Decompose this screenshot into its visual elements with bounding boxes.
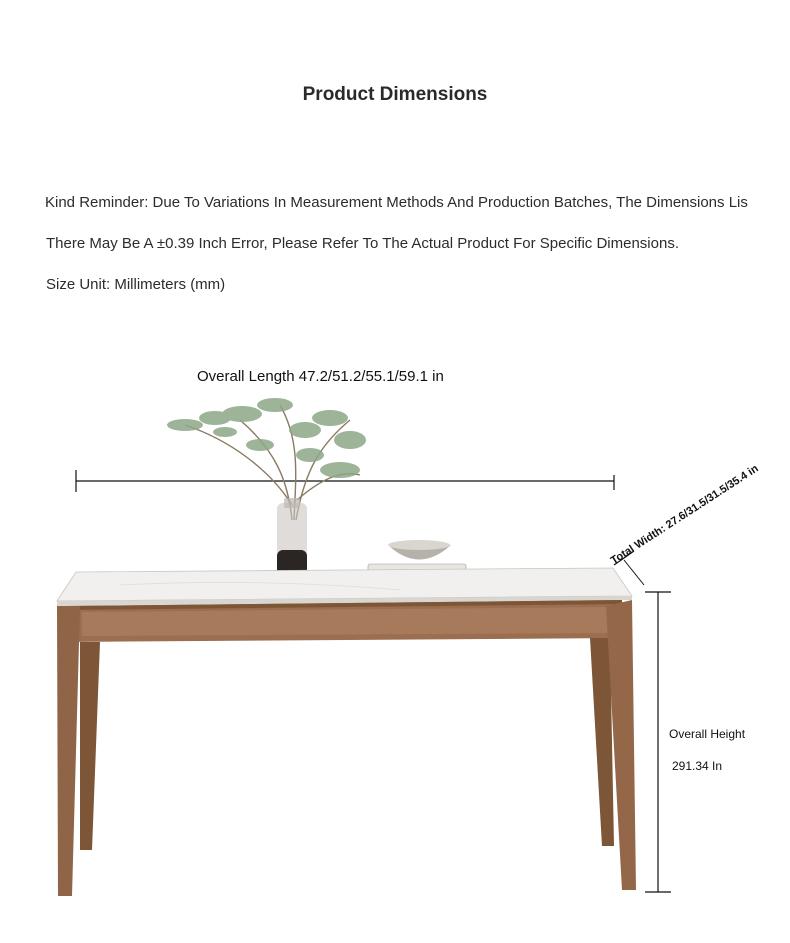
plant-leaves xyxy=(167,398,366,478)
table-top xyxy=(57,568,632,606)
page-title: Product Dimensions xyxy=(302,84,488,105)
height-dimension-line xyxy=(645,592,671,892)
overall-length-label: Overall Length 47.2/51.2/55.1/59.1 in xyxy=(197,368,444,385)
total-width-label: Total Width: 27.6/31.5/31.5/35.4 in xyxy=(608,462,761,568)
overall-height-value: 291.34 In xyxy=(672,759,723,773)
reminder-text: Kind Reminder: Due To Variations In Measurement Methods And Production Batches, The Dimensions Lis xyxy=(45,194,748,211)
overall-height-label: Overall Height xyxy=(669,727,746,741)
size-unit-text: Size Unit: Millimeters (mm) xyxy=(46,276,226,293)
table-frame xyxy=(57,600,636,896)
error-text: There May Be A ±0.39 Inch Error, Please Refer To The Actual Product For Specific Dimensions. xyxy=(46,235,679,252)
